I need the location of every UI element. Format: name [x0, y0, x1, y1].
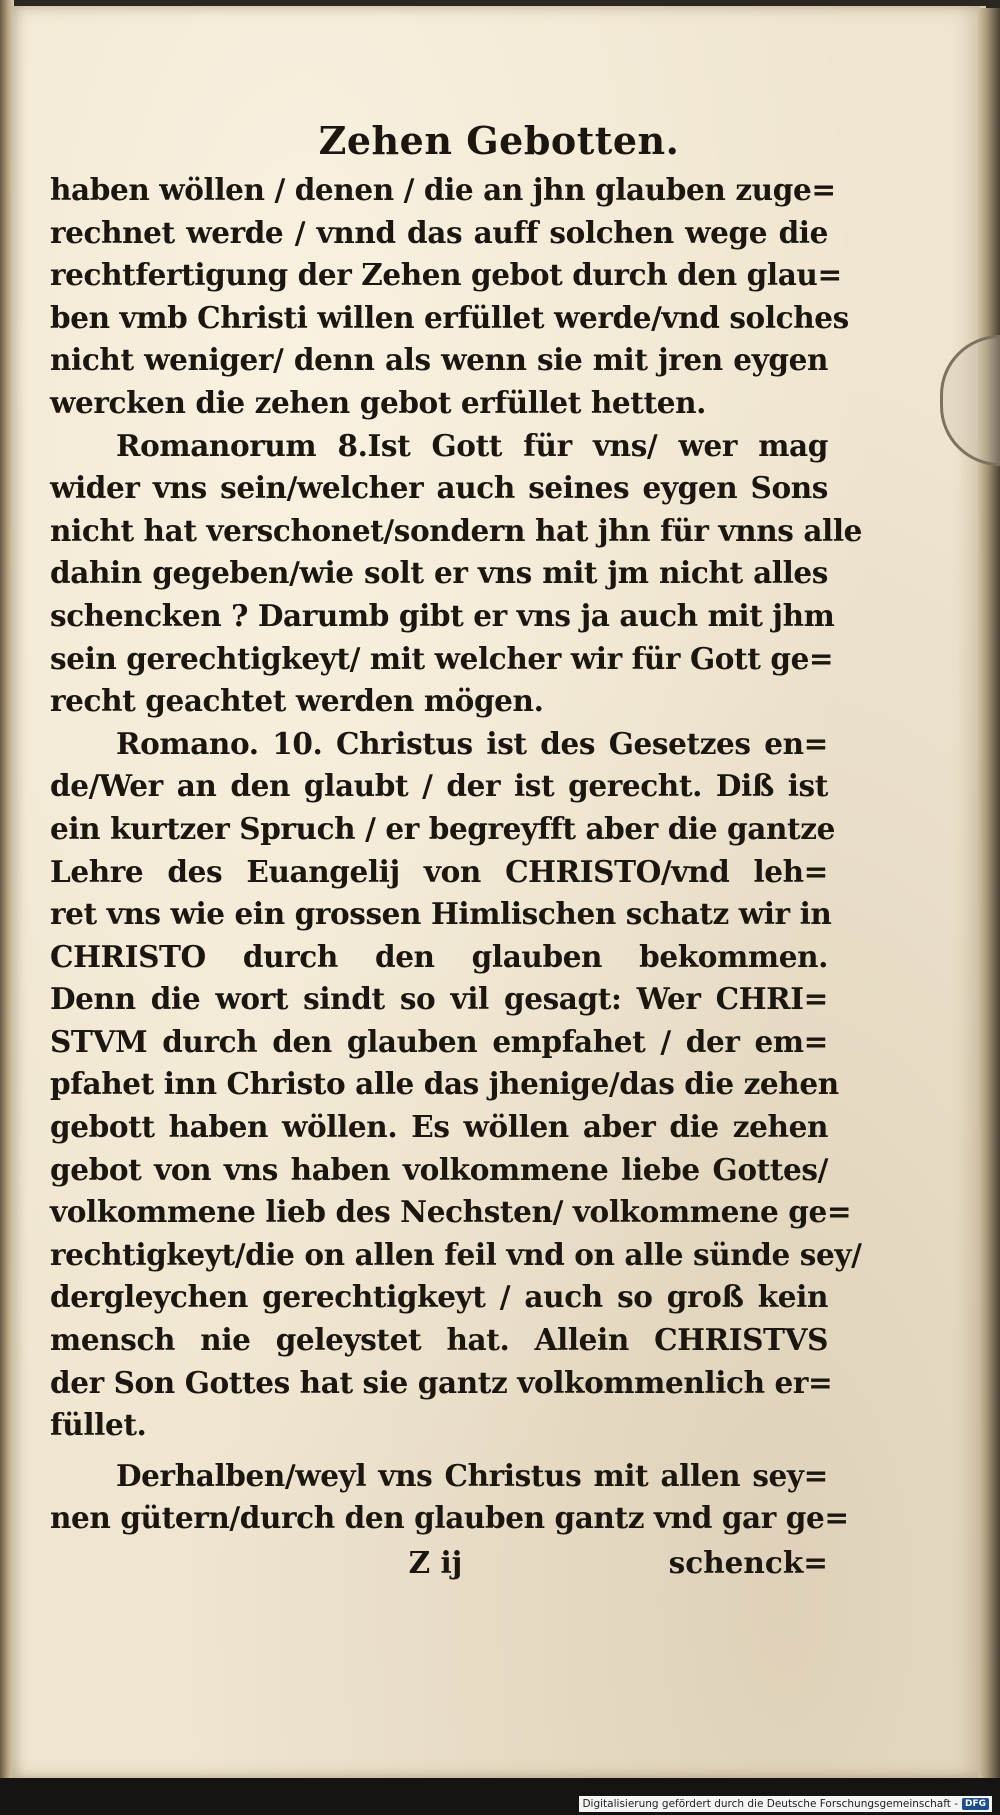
text-line: nicht hat verschonet/sondern hat jhn für vnns alle — [50, 512, 863, 548]
signature-mark: Z ij — [408, 1545, 463, 1580]
text-line: wercken die zehen gebot erfüllet hetten. — [50, 384, 707, 420]
paragraph-2 — [50, 425, 863, 723]
text-line: rechtfertigung der Zehen gebot durch den glau= — [50, 257, 842, 293]
text-line: Romanorum 8.Ist Gott für vns/ wer mag — [116, 427, 828, 463]
text-line: Romano. 10. Christus ist des Gesetzes en= — [116, 725, 828, 761]
page-foot — [50, 1542, 828, 1584]
text-line: Lehre des Euangelij von CHRISTO/vnd leh= — [50, 853, 828, 889]
text-line: nicht weniger/ denn als wenn sie mit jren eygen — [50, 342, 828, 378]
text-line: CHRISTO durch den glauben bekommen. — [50, 938, 828, 974]
running-head: Zehen Gebotten. — [318, 118, 680, 163]
dfg-logo-icon: DFG — [962, 1798, 989, 1810]
text-line: dahin gegeben/wie solt er vns mit jm nicht alles — [50, 555, 828, 591]
text-line: STVM durch den glauben empfahet / der em= — [50, 1023, 828, 1059]
text-line: sein gerechtigkeyt/ mit welcher wir für Gott ge= — [50, 640, 834, 676]
credit-text: Digitalisierung gefördert durch die Deutsche Forschungsgemeinschaft - — [582, 1798, 958, 1810]
paragraph-4 — [50, 1455, 849, 1540]
text-line: mensch nie geleystet hat. Allein CHRISTVS — [50, 1322, 828, 1358]
text-line: de/Wer an den glaubt / der ist gerecht. Diß ist — [50, 768, 828, 804]
text-line: recht geachtet werden mögen. — [50, 683, 544, 719]
catchword: schenck= — [668, 1545, 828, 1580]
text-line: haben wöllen / denen / die an jhn glauben zuge= — [50, 172, 836, 207]
text-line: Denn die wort sindt so vil gesagt: Wer CHRI= — [50, 981, 828, 1017]
paragraph-3 — [50, 723, 862, 1447]
text-line: gebott haben wöllen. Es wöllen aber die zehen — [50, 1109, 828, 1145]
text-line: füllet. — [50, 1407, 147, 1443]
paragraph-1 — [50, 169, 849, 425]
text-line: rechnet werde / vnnd das auff solchen wege die — [50, 214, 828, 250]
page-text-block — [50, 118, 863, 1584]
text-line: dergleychen gerechtigkeyt / auch so groß kein — [50, 1279, 828, 1315]
text-line: pfahet inn Christo alle das jhenige/das die zehen — [50, 1066, 839, 1102]
text-line: nen gütern/durch den glauben gantz vnd gar ge= — [50, 1500, 849, 1536]
text-line: volkommene lieb des Nechsten/ volkommene ge= — [50, 1194, 852, 1230]
text-line: gebot von vns haben volkommene liebe Gottes/ — [50, 1151, 828, 1187]
text-line: rechtigkeyt/die on allen feil vnd on alle sünde sey/ — [50, 1236, 862, 1272]
digitization-credit — [579, 1796, 992, 1812]
text-line: ben vmb Christi willen erfüllet werde/vnd solches — [50, 299, 849, 335]
text-line: ret vns wie ein grossen Himlischen schatz wir in — [50, 896, 832, 932]
text-line: ein kurtzer Spruch / er begreyfft aber die gantze — [50, 810, 835, 846]
text-line: der Son Gottes hat sie gantz volkommenlich er= — [50, 1364, 833, 1400]
text-line: Derhalben/weyl vns Christus mit allen sey= — [116, 1457, 828, 1493]
text-line: schencken ? Darumb gibt er vns ja auch mit jhm — [50, 597, 835, 633]
text-line: wider vns sein/welcher auch seines eygen Sons — [50, 470, 828, 506]
page-fore-edge — [978, 8, 1000, 1778]
